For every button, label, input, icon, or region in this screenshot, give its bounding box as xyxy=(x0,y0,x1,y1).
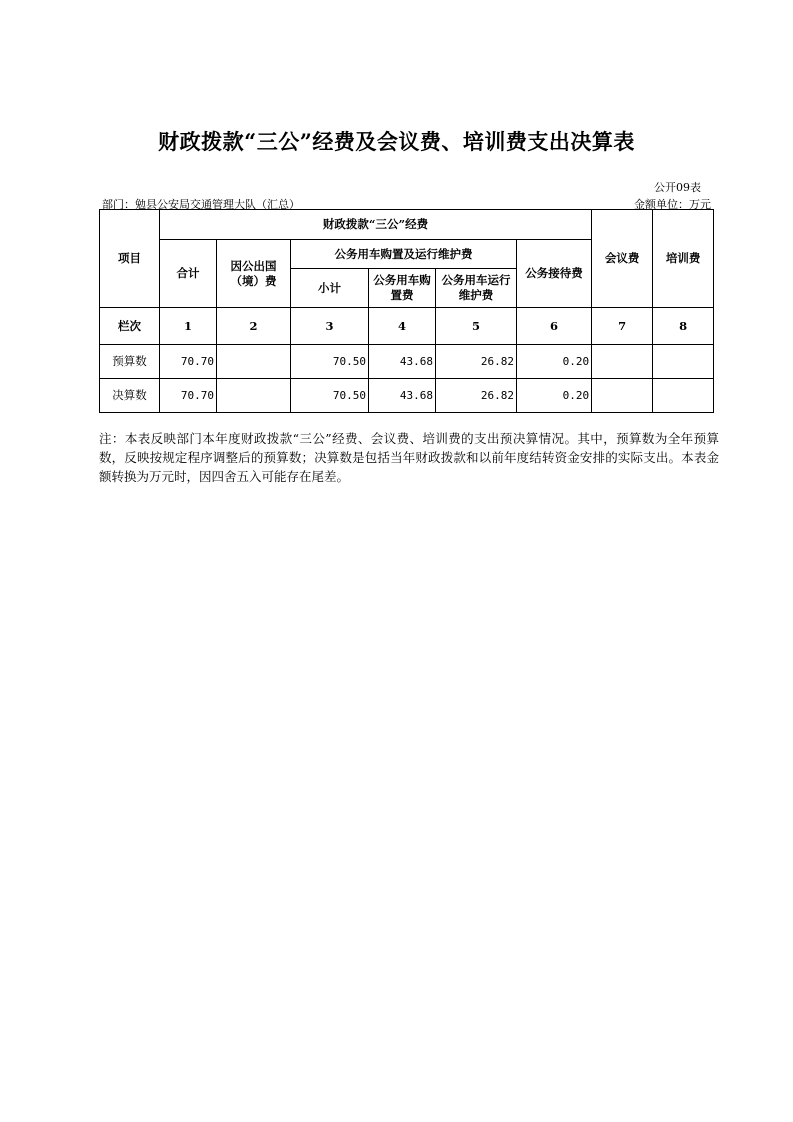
column-number: 6 xyxy=(517,308,592,345)
table-row xyxy=(100,379,714,413)
table-cell: 43.68 xyxy=(369,345,436,379)
table-cell: 70.70 xyxy=(160,345,217,379)
table-row xyxy=(100,345,714,379)
row-label-budget: 预算数 xyxy=(100,345,160,379)
header-reception: 公务接待费 xyxy=(517,240,592,308)
table-cell: 43.68 xyxy=(369,379,436,413)
column-number: 7 xyxy=(592,308,653,345)
header-operation: 公务用车运行维护费 xyxy=(436,269,517,308)
column-number: 3 xyxy=(291,308,369,345)
column-number: 4 xyxy=(369,308,436,345)
header-vehicle: 公务用车购置及运行维护费 xyxy=(291,240,517,269)
table-cell: 26.82 xyxy=(436,345,517,379)
header-total: 合计 xyxy=(160,240,217,308)
row-label-final: 决算数 xyxy=(100,379,160,413)
header-purchase: 公务用车购置费 xyxy=(369,269,436,308)
column-number: 8 xyxy=(653,308,714,345)
table-cell xyxy=(217,379,291,413)
table-cell: 70.70 xyxy=(160,379,217,413)
table-cell xyxy=(653,379,714,413)
header-abroad: 因公出国（境）费 xyxy=(217,240,291,308)
header-training: 培训费 xyxy=(653,210,714,308)
header-subtotal: 小计 xyxy=(291,269,369,308)
table-cell xyxy=(592,345,653,379)
table-cell xyxy=(653,345,714,379)
column-number: 5 xyxy=(436,308,517,345)
table-cell: 70.50 xyxy=(291,379,369,413)
header-item: 项目 xyxy=(100,210,160,308)
footnote: 注：本表反映部门本年度财政拨款“三公”经费、会议费、培训费的支出预决算情况。其中，预算数为全年预算数，反映按规定程序调整后的预算数；决算数是包括当年财政拨款和以前年度结转资金安排的实际支出。本表金额转换为万元时，因四舍五入可能存在尾差。 xyxy=(99,431,719,484)
form-code: 公开09表 xyxy=(654,181,701,194)
unit-label: 金额单位：万元 xyxy=(634,198,711,211)
table-cell: 0.20 xyxy=(517,379,592,413)
column-number: 2 xyxy=(217,308,291,345)
table-cell xyxy=(592,379,653,413)
header-fiscal-three: 财政拨款“三公”经费 xyxy=(160,210,592,240)
expenditure-table xyxy=(99,209,714,413)
table-cell: 26.82 xyxy=(436,379,517,413)
column-number-label: 栏次 xyxy=(100,308,160,345)
page-title: 财政拨款“三公”经费及会议费、培训费支出决算表 xyxy=(158,129,635,154)
table-cell: 0.20 xyxy=(517,345,592,379)
table-cell: 70.50 xyxy=(291,345,369,379)
header-meeting: 会议费 xyxy=(592,210,653,308)
department-label: 部门：勉县公安局交通管理大队（汇总） xyxy=(102,198,300,211)
table-cell xyxy=(217,345,291,379)
column-number-row xyxy=(100,308,714,345)
column-number: 1 xyxy=(160,308,217,345)
